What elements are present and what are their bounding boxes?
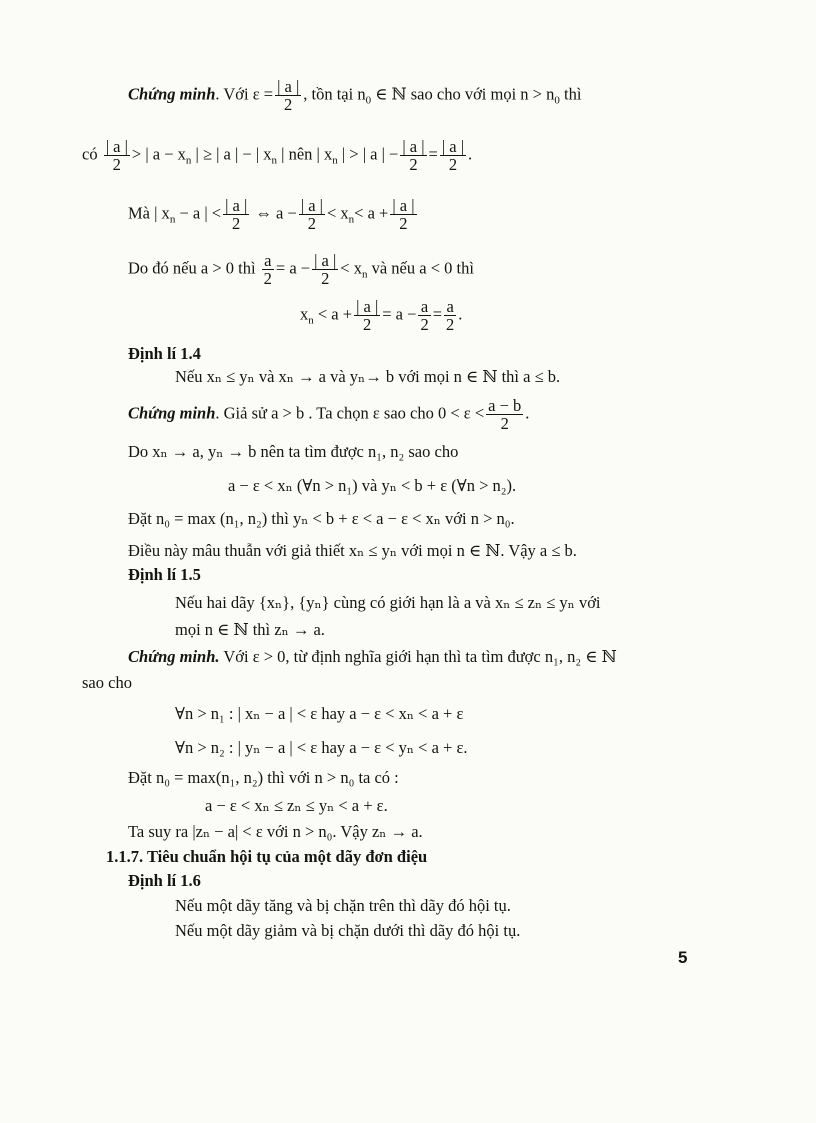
theorem-1-4-title: Định lí 1.4 xyxy=(128,344,201,363)
theorem-1-5-title: Định lí 1.5 xyxy=(128,565,201,584)
theorem-1-4-proof-line-2: Do xₙ → a, yₙ → b nên ta tìm được n₁, n₂ sao cho xyxy=(128,442,459,461)
fraction: $\frac{| a |}{2}$ xyxy=(402,137,425,174)
fraction: $\frac{| a |}{2}$ xyxy=(392,196,415,233)
fraction: $\frac{a - b}{2}$ xyxy=(488,396,522,433)
fraction: $\frac{| a |}{2}$ xyxy=(314,251,337,288)
proof-line-3: Mà | $x_n - a$ | < $\frac{| a |}{2}$ ⇔ a − $\frac{| a |}{2}$ < $x_n< a$ + $\frac{| a |}{2}$ xyxy=(128,196,415,233)
proof-label: Chứng minh. xyxy=(128,647,220,666)
theorem-1-6-statement-1: Nếu một dãy tăng và bị chặn trên thì dãy đó hội tụ. xyxy=(175,896,511,915)
theorem-1-4-proof-line-3: a − ε < xₙ (∀n > n₁) và yₙ < b + ε (∀n > n₂). xyxy=(228,476,517,495)
proof-line-5: $x_n < a$ + $\frac{| a |}{2}$ = a − $\frac{a}{2}$ = $\frac{a}{2}$ . xyxy=(300,297,463,334)
theorem-1-5-statement-1: Nếu hai dãy {xₙ}, {yₙ} cùng có giới hạn là a và xₙ ≤ zₙ ≤ yₙ với xyxy=(175,593,601,612)
theorem-1-5-proof-line-3: ∀n > n₁ : | xₙ − a | < ε hay a − ε < xₙ < a + ε xyxy=(175,704,464,723)
theorem-1-5-proof-line-6: a − ε < xₙ ≤ zₙ ≤ yₙ < a + ε. xyxy=(205,796,388,815)
fraction: $\frac{| a |}{2}$ xyxy=(225,196,248,233)
fraction: $\frac{a}{2}$ xyxy=(420,297,429,334)
proof-label: Chứng minh xyxy=(128,84,216,104)
fraction: $\frac{| a |}{2}$ xyxy=(277,77,300,114)
theorem-1-5-proof-line-4: ∀n > n₂ : | yₙ − a | < ε hay a − ε < yₙ < a + ε. xyxy=(175,738,468,757)
theorem-1-5-proof-line-1: Chứng minh. Với ε > 0, từ định nghĩa giới hạn thì ta tìm được n₁, n₂ ∈ ℕ xyxy=(128,647,617,666)
theorem-1-4-proof-line-4: Đặt n₀ = max (n₁, n₂) thì yₙ < b + ε < a − ε < xₙ với n > n₀. xyxy=(128,509,515,528)
proof-line-2: có $\frac{| a |}{2}$ > | $a - x_n$ | ≥ | a | − | $x_n$ | nên | $x_n$ | > | a | − $\frac{| a |}{2}$ = $\frac{| a |}{2}$ . xyxy=(82,137,473,174)
theorem-1-5-proof-line-2: sao cho xyxy=(82,673,132,692)
proof-label: Chứng minh xyxy=(128,403,216,423)
fraction: $\frac{| a |}{2}$ xyxy=(356,297,379,334)
theorem-1-6-title: Định lí 1.6 xyxy=(128,871,201,890)
theorem-1-5-statement-2: mọi n ∈ ℕ thì zₙ → a. xyxy=(175,620,325,639)
section-heading: 1.1.7. Tiêu chuẩn hội tụ của một dãy đơn điệu xyxy=(106,847,428,866)
theorem-1-4-statement: Nếu xₙ ≤ yₙ và xₙ → a và yₙ→ b với mọi n ∈ ℕ thì a ≤ b. xyxy=(175,367,561,386)
theorem-1-5-proof-line-7: Ta suy ra |zₙ − a| < ε với n > n₀. Vậy zₙ → a. xyxy=(128,822,423,841)
fraction: $\frac{a}{2}$ xyxy=(446,297,455,334)
theorem-1-5-proof-line-5: Đặt n₀ = max(n₁, n₂) thì với n > n₀ ta có : xyxy=(128,768,399,787)
fraction: $\frac{a}{2}$ xyxy=(263,251,272,288)
fraction: $\frac{| a |}{2}$ xyxy=(105,137,128,174)
fraction: $\frac{| a |}{2}$ xyxy=(300,196,323,233)
proof-line-4: Do đó nếu a > 0 thì $\frac{a}{2}$ = a − $\frac{| a |}{2}$ < $x_n$ và nếu a < 0 thì xyxy=(128,251,474,288)
theorem-1-4-proof-line-1: Chứng minh. Giả sử a > b . Ta chọn ε sao cho 0 < ε < $\frac{a - b}{2}$ . xyxy=(128,396,530,433)
proof-line-1: Chứng minh. Với ε = $\frac{| a |}{2}$ , tồn tại $n_0$ ∈ ℕ sao cho với mọi $n > n_0$ thì xyxy=(128,77,582,114)
theorem-1-4-proof-line-5: Điều này mâu thuẫn với giả thiết xₙ ≤ yₙ với mọi n ∈ ℕ. Vậy a ≤ b. xyxy=(128,541,577,560)
theorem-1-6-statement-2: Nếu một dãy giảm và bị chặn dưới thì dãy đó hội tụ. xyxy=(175,921,521,940)
fraction: $\frac{| a |}{2}$ xyxy=(441,137,465,174)
page-number: 5 xyxy=(678,948,688,967)
